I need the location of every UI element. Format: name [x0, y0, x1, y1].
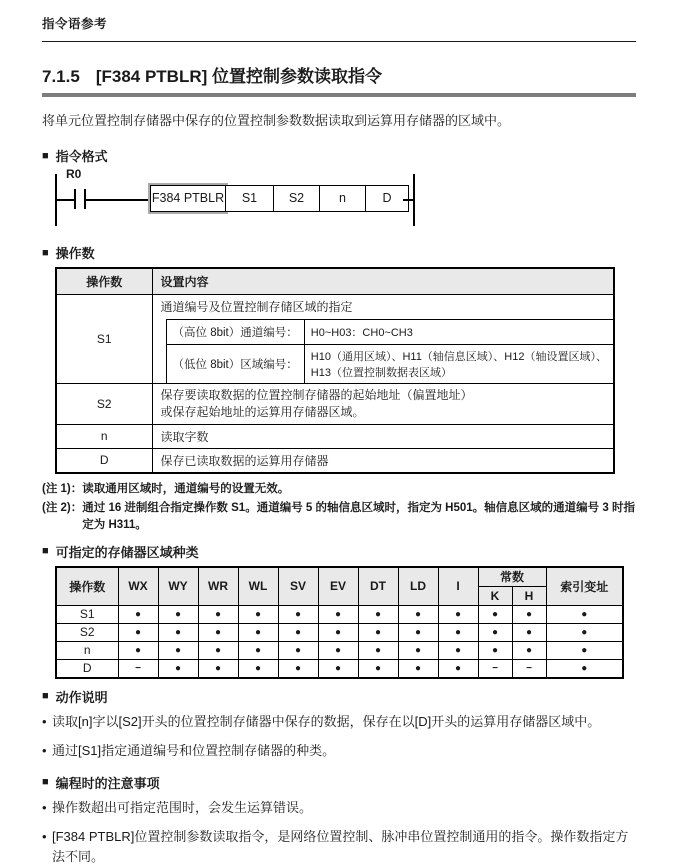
precaution-bullet-2-text: [F384 PTBLR]位置控制参数读取指令，是网络位置控制、脉冲串位置控制通用的指令。操作数指定方法不同。 [52, 829, 629, 864]
memory-col-wr: WR [198, 567, 238, 606]
memory-row-name: D [56, 659, 118, 678]
section-number: 7.1.5 [42, 67, 80, 86]
action-heading-label: 动作说明 [55, 689, 108, 705]
note-2-label: (注 2)： [42, 502, 83, 515]
tick-cell: ● [158, 605, 198, 623]
memory-col-index: 索引变址 [546, 567, 623, 606]
memory-col-constant: 常数 [478, 567, 546, 587]
bullet-icon: • [42, 743, 47, 759]
tick-cell: ● [118, 641, 158, 659]
contact-label: R0 [66, 167, 82, 181]
memory-header-row-1 [56, 567, 623, 587]
operand-name: n [56, 424, 152, 448]
header-rule [42, 41, 636, 42]
tick-cell: ● [398, 623, 438, 641]
ladder-diagram [55, 169, 419, 231]
s1-subrow-high [166, 320, 613, 345]
memory-col-dt: DT [358, 567, 398, 606]
precaution-bullet-2 [42, 827, 636, 866]
memory-heading-label: 可指定的存储器区域种类 [55, 544, 199, 560]
tick-cell: ● [158, 659, 198, 678]
memory-col-wx: WX [118, 567, 158, 606]
bullet-icon: • [42, 713, 47, 729]
tick-cell: ● [398, 641, 438, 659]
subtable-value-line2: H13（位置控制数据表区域） [310, 367, 452, 379]
memory-row-n [56, 641, 623, 659]
tick-cell: ● [238, 605, 278, 623]
memory-row-name: n [56, 641, 118, 659]
s1-description: 通道编号及位置控制存储区域的指定 [160, 300, 353, 314]
tick-cell: ● [546, 605, 623, 623]
tick-cell: ● [546, 623, 623, 641]
instruction-box [150, 185, 409, 212]
tick-cell: ● [278, 623, 318, 641]
tick-cell: ● [238, 659, 278, 678]
precautions-heading [42, 773, 636, 792]
tick-cell: ● [398, 659, 438, 678]
action-bullet-1-text: 读取[n]字以[S2]开头的位置控制存储器中保存的数据，保存在以[D]开头的运算用存储器区域中。 [52, 713, 601, 729]
tick-cell: ● [278, 659, 318, 678]
tick-cell: ● [318, 659, 358, 678]
memory-row-s2 [56, 623, 623, 641]
memory-col-ld: LD [398, 567, 438, 606]
tick-cell: ● [358, 641, 398, 659]
section-title-row [42, 62, 636, 87]
wire [86, 199, 150, 201]
tick-cell: − [512, 659, 546, 678]
square-marker-icon: ■ [42, 149, 49, 162]
intro-paragraph: 将单元位置控制存储器中保存的位置控制参数数据读取到运算用存储器的区域中。 [42, 113, 511, 128]
memory-col-i: I [438, 567, 478, 606]
subtable-label: （高位 8bit）通道编号： [166, 320, 304, 345]
s2-description-line2: 或保存起始地址的运算用存储器区域。 [160, 404, 365, 419]
tick-cell: ● [238, 623, 278, 641]
action-bullet-1 [42, 712, 636, 732]
memory-row-name: S2 [56, 623, 118, 641]
s1-subrow-low [166, 345, 613, 384]
operand-name: S1 [56, 295, 152, 384]
operand-table-header-row [56, 268, 614, 295]
operand-name: D [56, 448, 152, 473]
tick-cell: ● [198, 641, 238, 659]
tick-cell: ● [318, 605, 358, 623]
operand-row-s2 [56, 384, 614, 425]
tick-cell: ● [158, 623, 198, 641]
notes-block [42, 481, 636, 534]
memory-col-wy: WY [158, 567, 198, 606]
tick-cell: − [478, 659, 512, 678]
tick-cell: ● [438, 641, 478, 659]
tick-cell: ● [512, 641, 546, 659]
operand-table [55, 267, 615, 474]
tick-cell: ● [198, 659, 238, 678]
tick-cell: ● [438, 623, 478, 641]
operand-slot-d: D [366, 185, 409, 212]
tick-cell: ● [318, 641, 358, 659]
action-bullet-2 [42, 741, 636, 761]
power-rail-right [413, 174, 415, 226]
memory-col-sv: SV [278, 567, 318, 606]
d-description: 保存已读取数据的运算用存储器 [152, 448, 614, 473]
tick-cell: ● [438, 659, 478, 678]
s1-subtable [166, 319, 613, 383]
subtable-label: （低位 8bit）区域编号： [166, 345, 304, 384]
tick-cell: ● [278, 641, 318, 659]
square-marker-icon: ■ [42, 246, 49, 259]
tick-cell: ● [478, 623, 512, 641]
title-underline-bar [42, 93, 636, 97]
memory-row-d [56, 659, 623, 678]
tick-cell: ● [158, 641, 198, 659]
format-heading-label: 指令格式 [55, 149, 108, 164]
section-title: [F384 PTBLR] 位置控制参数读取指令 [95, 67, 382, 86]
content-col-header: 设置内容 [152, 268, 614, 295]
tick-cell: ● [358, 623, 398, 641]
square-marker-icon: ■ [42, 545, 49, 558]
note-1-label: (注 1)： [42, 482, 83, 495]
operand-name: S2 [56, 384, 152, 425]
n-description: 读取字数 [152, 424, 614, 448]
memory-col-operand: 操作数 [56, 567, 118, 606]
memory-col-ev: EV [318, 567, 358, 606]
tick-cell: ● [438, 605, 478, 623]
contact-symbol [74, 189, 76, 209]
tick-cell: ● [318, 623, 358, 641]
bullet-icon: • [42, 799, 47, 815]
tick-cell: ● [546, 659, 623, 678]
bullet-icon: • [42, 829, 47, 845]
action-bullet-2-text: 通过[S1]指定通道编号和位置控制存储器的种类。 [52, 743, 336, 759]
operand-row-s1 [56, 295, 614, 384]
memory-row-s1 [56, 605, 623, 623]
tick-cell: ● [512, 605, 546, 623]
wire [55, 199, 75, 201]
memory-row-name: S1 [56, 605, 118, 623]
s2-description-line1: 保存要读取数据的位置控制存储器的起始地址（偏置地址） [160, 388, 473, 402]
operands-heading-label: 操作数 [55, 246, 95, 261]
precaution-bullet-1 [42, 798, 636, 818]
square-marker-icon: ■ [42, 690, 49, 703]
subtable-value: H0~H03：CH0~CH3 [304, 320, 613, 345]
note-2 [42, 500, 636, 533]
tick-cell: ● [118, 605, 158, 623]
note-1-text: 读取通用区域时，通道编号的设置无效。 [82, 482, 290, 495]
tick-cell: ● [198, 605, 238, 623]
format-heading [42, 146, 636, 165]
tick-cell: ● [478, 605, 512, 623]
operand-row-d [56, 448, 614, 473]
tick-cell: − [118, 659, 158, 678]
tick-cell: ● [358, 659, 398, 678]
tick-cell: ● [358, 605, 398, 623]
precaution-bullet-1-text: 操作数超出可指定范围时，会发生运算错误。 [52, 799, 313, 815]
page-header: 指令语参考 [42, 17, 108, 31]
precautions-heading-label: 编程时的注意事项 [55, 775, 160, 791]
memory-col-h: H [512, 586, 546, 605]
operand-slot-s2: S2 [274, 185, 320, 212]
subtable-value-line1: H10（通用区域）、H11（轴信息区域）、H12（轴设置区域）、 [310, 351, 607, 363]
tick-cell: ● [278, 605, 318, 623]
memory-col-wl: WL [238, 567, 278, 606]
square-marker-icon: ■ [42, 776, 49, 789]
operand-slot-s1: S1 [226, 185, 274, 212]
memory-col-k: K [478, 586, 512, 605]
tick-cell: ● [398, 605, 438, 623]
tick-cell: ● [512, 623, 546, 641]
note-2-text: 通过 16 进制组合指定操作数 S1。通道编号 5 的轴信息区域时，指定为 H501。轴信息区域的通道编号 3 时指定为 H311。 [82, 502, 635, 531]
tick-cell: ● [198, 623, 238, 641]
tick-cell: ● [238, 641, 278, 659]
operand-row-n [56, 424, 614, 448]
operands-heading [42, 243, 636, 262]
instruction-name-cell: F384 PTBLR [150, 185, 226, 212]
memory-heading [42, 542, 636, 561]
operand-slot-n: n [320, 185, 366, 212]
tick-cell: ● [478, 641, 512, 659]
tick-cell: ● [546, 641, 623, 659]
memory-area-table [55, 566, 624, 679]
note-1 [42, 481, 636, 498]
tick-cell: ● [118, 623, 158, 641]
operand-col-header: 操作数 [56, 268, 152, 295]
action-heading [42, 687, 636, 706]
